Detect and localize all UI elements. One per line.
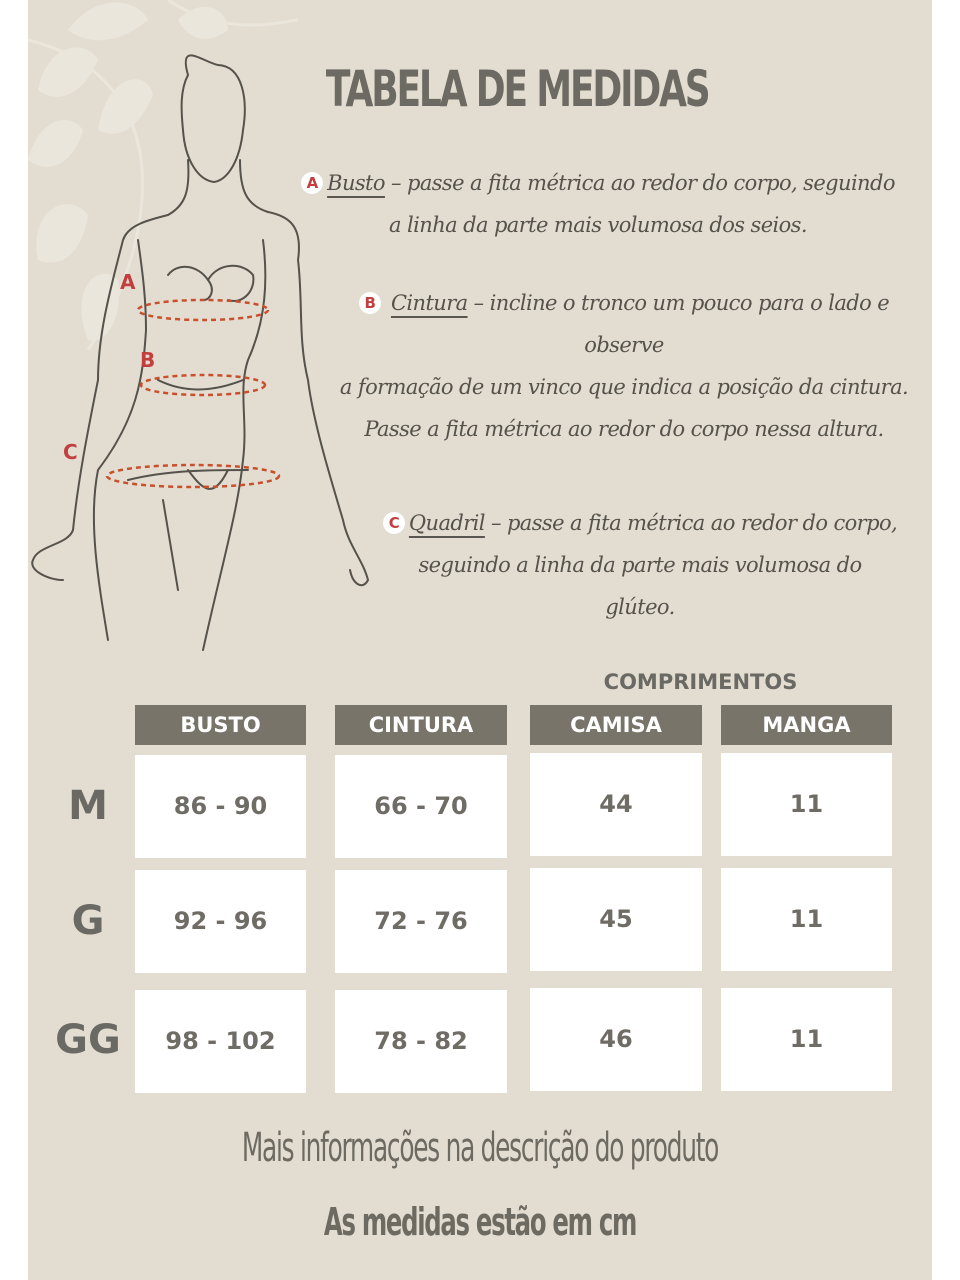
term-busto: Busto: [327, 171, 385, 195]
table-cell: 44: [530, 753, 702, 856]
term-cintura: Cintura: [390, 291, 468, 315]
table-cell: 45: [530, 868, 702, 971]
instruction-line: glúteo.: [605, 595, 675, 619]
size-chart-card: [28, 0, 932, 1280]
table-cell: 11: [721, 868, 892, 971]
instruction-line: a formação de um vinco que indica a posição da cintura.: [339, 375, 909, 399]
instruction-quadril: [348, 502, 932, 628]
figure-label-c: C: [63, 440, 78, 464]
badge-c: C: [383, 512, 405, 534]
table-cell: 72 - 76: [335, 870, 507, 973]
figure-label-a: A: [120, 270, 136, 294]
table-cell: 46: [530, 988, 702, 1091]
instruction-line: – passe a fita métrica ao redor do corpo, seguindo: [391, 171, 895, 195]
instruction-line: Passe a fita métrica ao redor do corpo nessa altura.: [364, 417, 884, 441]
header-manga: MANGA: [721, 705, 892, 745]
instruction-line: – passe a fita métrica ao redor do corpo,: [490, 511, 898, 535]
table-cell: 86 - 90: [135, 755, 306, 858]
size-label-gg: GG: [55, 1017, 121, 1063]
table-cell: 66 - 70: [335, 755, 507, 858]
table-cell: 11: [721, 988, 892, 1091]
header-busto: BUSTO: [135, 705, 306, 745]
header-camisa: CAMISA: [530, 705, 702, 745]
badge-a: A: [301, 172, 323, 194]
table-cell: 78 - 82: [335, 990, 507, 1093]
term-quadril: Quadril: [408, 511, 485, 535]
instruction-line: seguindo a linha da parte mais volumosa do: [418, 553, 862, 577]
table-cell: 92 - 96: [135, 870, 306, 973]
instruction-cintura: [318, 282, 930, 450]
figure-label-b: B: [140, 348, 156, 372]
badge-b: B: [359, 292, 381, 314]
instruction-busto: [268, 162, 928, 246]
page-title: TABELA DE MEDIDAS: [325, 60, 709, 118]
table-cell: 98 - 102: [135, 990, 306, 1093]
instruction-line: a linha da parte mais volumosa dos seios.: [389, 213, 807, 237]
lengths-group-label: COMPRIMENTOS: [603, 670, 798, 694]
instruction-line: observe: [584, 333, 664, 357]
units-note: As medidas estão em cm: [323, 1200, 637, 1244]
header-cintura: CINTURA: [335, 705, 507, 745]
more-info-text: Mais informações na descrição do produto: [241, 1125, 719, 1171]
instruction-line: – incline o tronco um pouco para o lado e: [473, 291, 890, 315]
table-cell: 11: [721, 753, 892, 856]
size-label-g: G: [71, 898, 105, 944]
size-label-m: M: [68, 783, 108, 829]
